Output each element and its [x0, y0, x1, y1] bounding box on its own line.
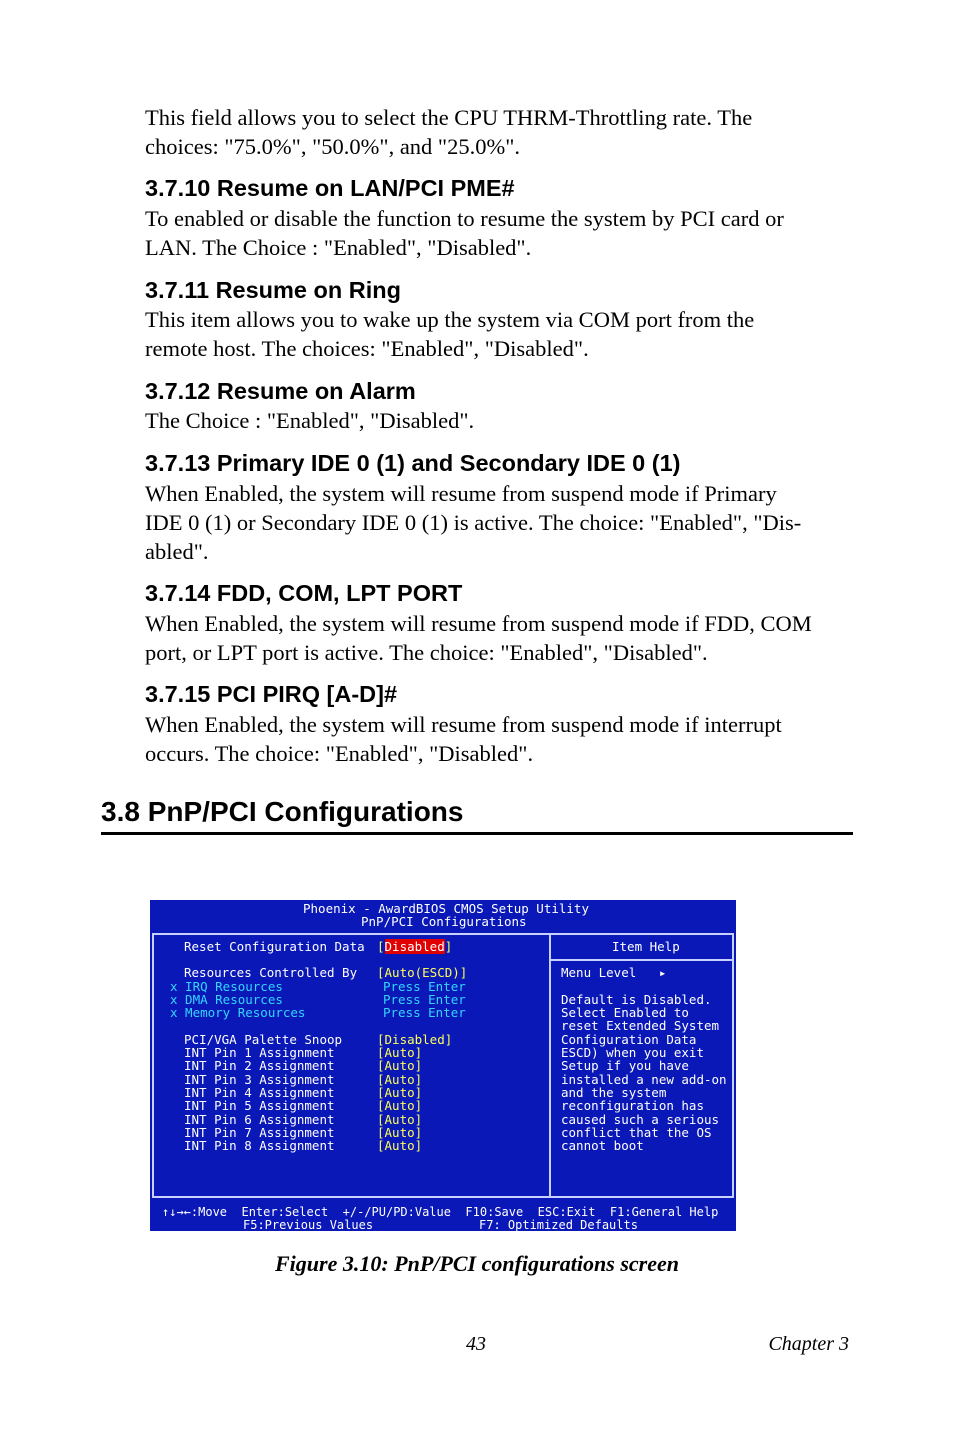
bios-footer-optimized: F7: Optimized Defaults — [479, 1218, 638, 1231]
bios-int-pin-label: INT Pin 1 Assignment — [184, 1045, 335, 1060]
bios-help-line: reconfiguration has — [561, 1098, 704, 1113]
bios-resources-label: Resources Controlled By — [184, 965, 358, 980]
section-heading-3-7-11: 3.7.11 Resume on Ring — [145, 277, 401, 303]
bios-int-pin-label: INT Pin 6 Assignment — [184, 1112, 335, 1127]
bios-resources-value[interactable]: [Auto(ESCD)] — [377, 965, 468, 980]
section-heading-3-7-10: 3.7.10 Resume on LAN/PCI PME# — [145, 175, 515, 201]
text-line: When Enabled, the system will resume from suspend mode if interrupt — [145, 712, 782, 737]
bios-dma-label: x DMA Resources — [170, 992, 283, 1007]
bios-help-divider — [549, 959, 734, 961]
figure-caption: Figure 3.10: PnP/PCI configurations screen — [275, 1251, 679, 1276]
text-line: remote host. The choices: "Enabled", "Disabled". — [145, 336, 589, 361]
bios-irq-label: x IRQ Resources — [170, 979, 283, 994]
bios-help-line: caused such a serious — [561, 1112, 720, 1127]
text-line: This item allows you to wake up the system via COM port from the — [145, 307, 755, 332]
text-line: occurs. The choice: "Enabled", "Disabled". — [145, 741, 534, 766]
bios-help-line: reset Extended System — [561, 1018, 720, 1033]
bios-footer-previous: F5:Previous Values — [243, 1218, 374, 1231]
bios-int-pin-label: INT Pin 3 Assignment — [184, 1072, 335, 1087]
main-section-heading: 3.8 PnP/PCI Configurations — [101, 796, 464, 827]
bios-int-pin-value[interactable]: [Auto] — [377, 1058, 423, 1073]
bios-menu-level: Menu Level ▸ — [561, 965, 667, 980]
text-line: The Choice : "Enabled", "Disabled". — [145, 408, 475, 433]
bios-help-line: Select Enabled to — [561, 1005, 689, 1020]
bracket-close: ] — [444, 939, 453, 954]
section-text-3-7-12 — [145, 406, 855, 435]
text-line: When Enabled, the system will resume from suspend mode if Primary — [145, 481, 777, 506]
section-heading-3-7-12: 3.7.12 Resume on Alarm — [145, 378, 416, 404]
section-text-3-7-13 — [145, 479, 855, 566]
bios-screenshot — [150, 900, 736, 1231]
bios-pci-vga-value[interactable]: [Disabled] — [377, 1032, 453, 1047]
section-text-3-7-14 — [145, 609, 855, 667]
bios-memory-label: x Memory Resources — [170, 1005, 306, 1020]
bios-help-line: installed a new add-on — [561, 1072, 727, 1087]
bios-int-pin-value[interactable]: [Auto] — [377, 1098, 423, 1113]
bios-pci-vga-label: PCI/VGA Palette Snoop — [184, 1032, 343, 1047]
section-text-3-7-15 — [145, 710, 855, 768]
text-line: abled". — [145, 539, 209, 564]
bios-help-line: ESCD) when you exit — [561, 1045, 704, 1060]
text-line: To enabled or disable the function to resume the system by PCI card or — [145, 206, 784, 231]
intro-line-1: This field allows you to select the CPU THRM-Throttling rate. The — [145, 105, 753, 130]
bios-title: Phoenix - AwardBIOS CMOS Setup Utility — [303, 901, 589, 916]
bios-int-pin-value[interactable]: [Auto] — [377, 1138, 423, 1153]
section-heading-3-7-15: 3.7.15 PCI PIRQ [A-D]# — [145, 681, 398, 707]
intro-line-2: choices: "75.0%", "50.0%", and "25.0%". — [145, 134, 521, 159]
bios-divider — [549, 933, 551, 1198]
bios-int-pin-value[interactable]: [Auto] — [377, 1125, 423, 1140]
text-line: LAN. The Choice : "Enabled", "Disabled". — [145, 235, 532, 260]
bios-int-pin-value[interactable]: [Auto] — [377, 1072, 423, 1087]
bios-irq-value: Press Enter — [383, 979, 466, 994]
bios-reset-value-selected: Disabled — [384, 939, 445, 954]
bios-subtitle: PnP/PCI Configurations — [361, 914, 527, 929]
bios-footer-keys: ↑↓→←:Move Enter:Select +/-/PU/PD:Value F10:Save ESC:Exit F1:General Help — [162, 1205, 719, 1219]
bios-reset-value[interactable] — [377, 940, 452, 953]
heading-rule — [101, 832, 853, 835]
bios-int-pin-label: INT Pin 2 Assignment — [184, 1058, 335, 1073]
bios-int-pin-label: INT Pin 7 Assignment — [184, 1125, 335, 1140]
bracket-open: [ — [377, 939, 385, 954]
section-text-3-7-11 — [145, 305, 855, 363]
bios-help-line: and the system — [561, 1085, 667, 1100]
bios-int-pin-value[interactable]: [Auto] — [377, 1045, 423, 1060]
bios-help-line: Default is Disabled. — [561, 992, 712, 1007]
bios-dma-value: Press Enter — [383, 992, 466, 1007]
bios-memory-value: Press Enter — [383, 1005, 466, 1020]
section-text-3-7-10 — [145, 204, 855, 262]
chapter-label: Chapter 3 — [768, 1333, 849, 1355]
text-line: When Enabled, the system will resume from suspend mode if FDD, COM — [145, 611, 812, 636]
bios-reset-label: Reset Configuration Data — [184, 939, 365, 954]
bios-item-help-title: Item Help — [612, 939, 680, 954]
bios-help-line: Setup if you have — [561, 1058, 689, 1073]
bios-int-pin-label: INT Pin 5 Assignment — [184, 1098, 335, 1113]
bios-help-line: conflict that the OS — [561, 1125, 712, 1140]
bios-int-pin-value[interactable]: [Auto] — [377, 1085, 423, 1100]
section-heading-3-7-14: 3.7.14 FDD, COM, LPT PORT — [145, 580, 463, 606]
bios-int-pin-label: INT Pin 8 Assignment — [184, 1138, 335, 1153]
section-heading-3-7-13: 3.7.13 Primary IDE 0 (1) and Secondary IDE 0 (1) — [145, 450, 681, 476]
page-number: 43 — [466, 1333, 486, 1355]
bios-help-line: cannot boot — [561, 1138, 644, 1153]
text-line: IDE 0 (1) or Secondary IDE 0 (1) is active. The choice: "Enabled", "Dis- — [145, 510, 802, 535]
bios-help-line: Configuration Data — [561, 1032, 697, 1047]
intro-paragraph — [145, 103, 855, 161]
text-line: port, or LPT port is active. The choice: "Enabled", "Disabled". — [145, 640, 708, 665]
bios-int-pin-label: INT Pin 4 Assignment — [184, 1085, 335, 1100]
bios-int-pin-value[interactable]: [Auto] — [377, 1112, 423, 1127]
